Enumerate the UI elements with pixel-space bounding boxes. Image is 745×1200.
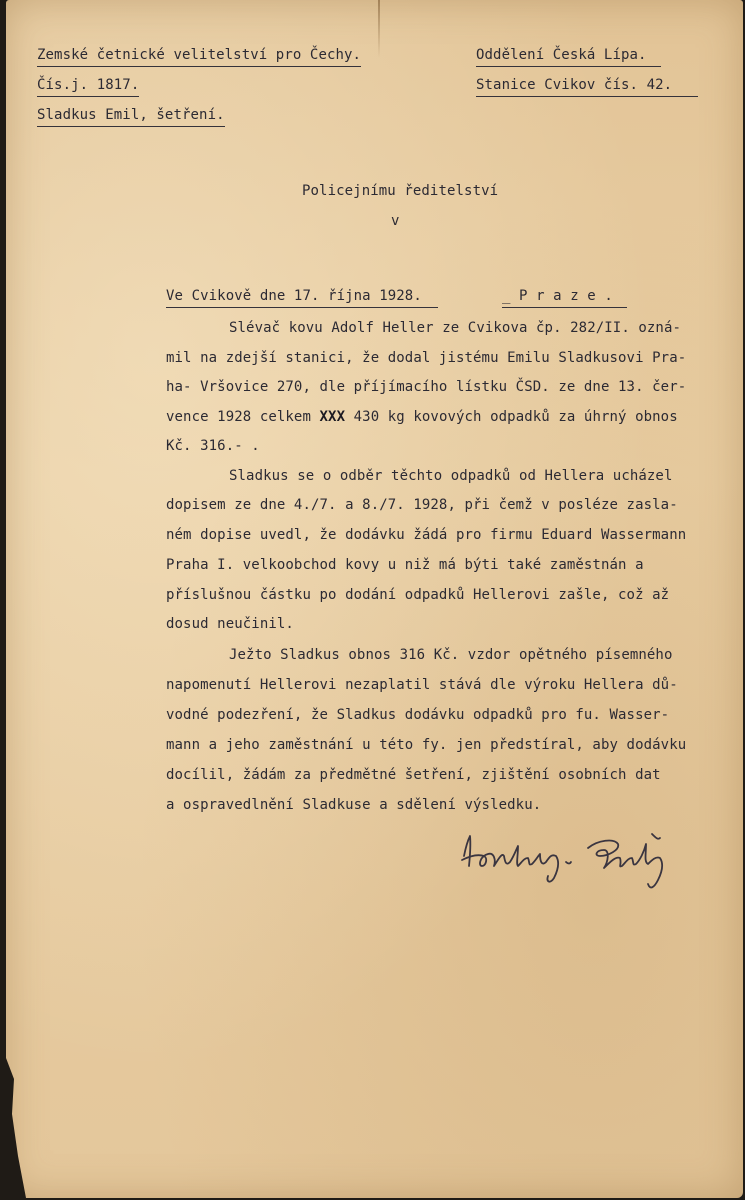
addressee-title: Policejnímu ředitelství — [302, 183, 499, 199]
body-p1-line5: Kč. 316.- . — [166, 438, 260, 454]
body-p3-line2: napomenutí Hellerovi nezaplatil stává dle výroku Hellera dů- — [166, 677, 678, 693]
header-subject: Sladkus Emil, šetření. — [37, 106, 225, 127]
paper-fold — [378, 0, 380, 58]
header-station: Stanice Cvikov čís. 42. — [476, 76, 698, 97]
body-p1-line1: Slévač kovu Adolf Heller ze Cvikova čp. 282/II. ozná- — [229, 320, 682, 336]
body-p2-line6: dosud neučinil. — [166, 616, 294, 632]
addressee-preposition: v — [391, 213, 400, 229]
body-p3-line1: Ježto Sladkus obnos 316 Kč. vzdor opětného písemného — [229, 647, 673, 663]
body-p2-line2: dopisem ze dne 4./7. a 8./7. 1928, při čemž v posléze zasla- — [166, 497, 678, 513]
header-reference: Čís.j. 1817. — [37, 76, 139, 97]
body-p3-line3: vodné podezření, že Sladkus dodávku odpadků pro fu. Wasser- — [166, 707, 670, 723]
header-department: Oddělení Česká Lípa. — [476, 46, 661, 67]
header-office: Zemské četnické velitelství pro Čechy. — [37, 46, 361, 67]
torn-corner — [6, 1058, 26, 1198]
body-p1-line4-end: 430 kg kovových odpadků za úhrný obnos — [345, 409, 678, 425]
body-p1-line3: ha- Vršovice 270, dle příjímacího lístku ČSD. ze dne 13. čer- — [166, 379, 687, 395]
document-sheet — [6, 0, 743, 1198]
body-p1-line4-start: vence 1928 celkem — [166, 409, 320, 425]
body-p1-line4 — [166, 408, 678, 426]
body-p2-line3: ném dopise uvedl, že dodávku žádá pro firmu Eduard Wassermann — [166, 527, 687, 543]
place-date: Ve Cvikově dne 17. října 1928. — [166, 287, 438, 308]
addressee-city: _ P r a z e . — [502, 287, 627, 308]
body-p3-line5: docílil, žádám za předmětné šetření, zjištění osobních dat — [166, 767, 661, 783]
body-p2-line5: příslušnou částku po dodání odpadků Hellerovi zašle, což až — [166, 587, 670, 603]
body-p1-line2: mil na zdejší stanici, že dodal jistému Emilu Sladkusovi Pra- — [166, 350, 687, 366]
body-p2-line1: Sladkus se o odběr těchto odpadků od Hellera ucházel — [229, 468, 673, 484]
body-p3-line6: a ospravedlnění Sladkuse a sdělení výsledku. — [166, 797, 542, 813]
body-p2-line4: Praha I. velkoobchod kovy u niž má býti také zaměstnán a — [166, 557, 644, 573]
struck-out-text: XXX — [319, 409, 346, 425]
signature-icon — [458, 826, 688, 896]
body-p3-line4: mann a jeho zaměstnání u této fy. jen předstíral, aby dodávku — [166, 737, 687, 753]
